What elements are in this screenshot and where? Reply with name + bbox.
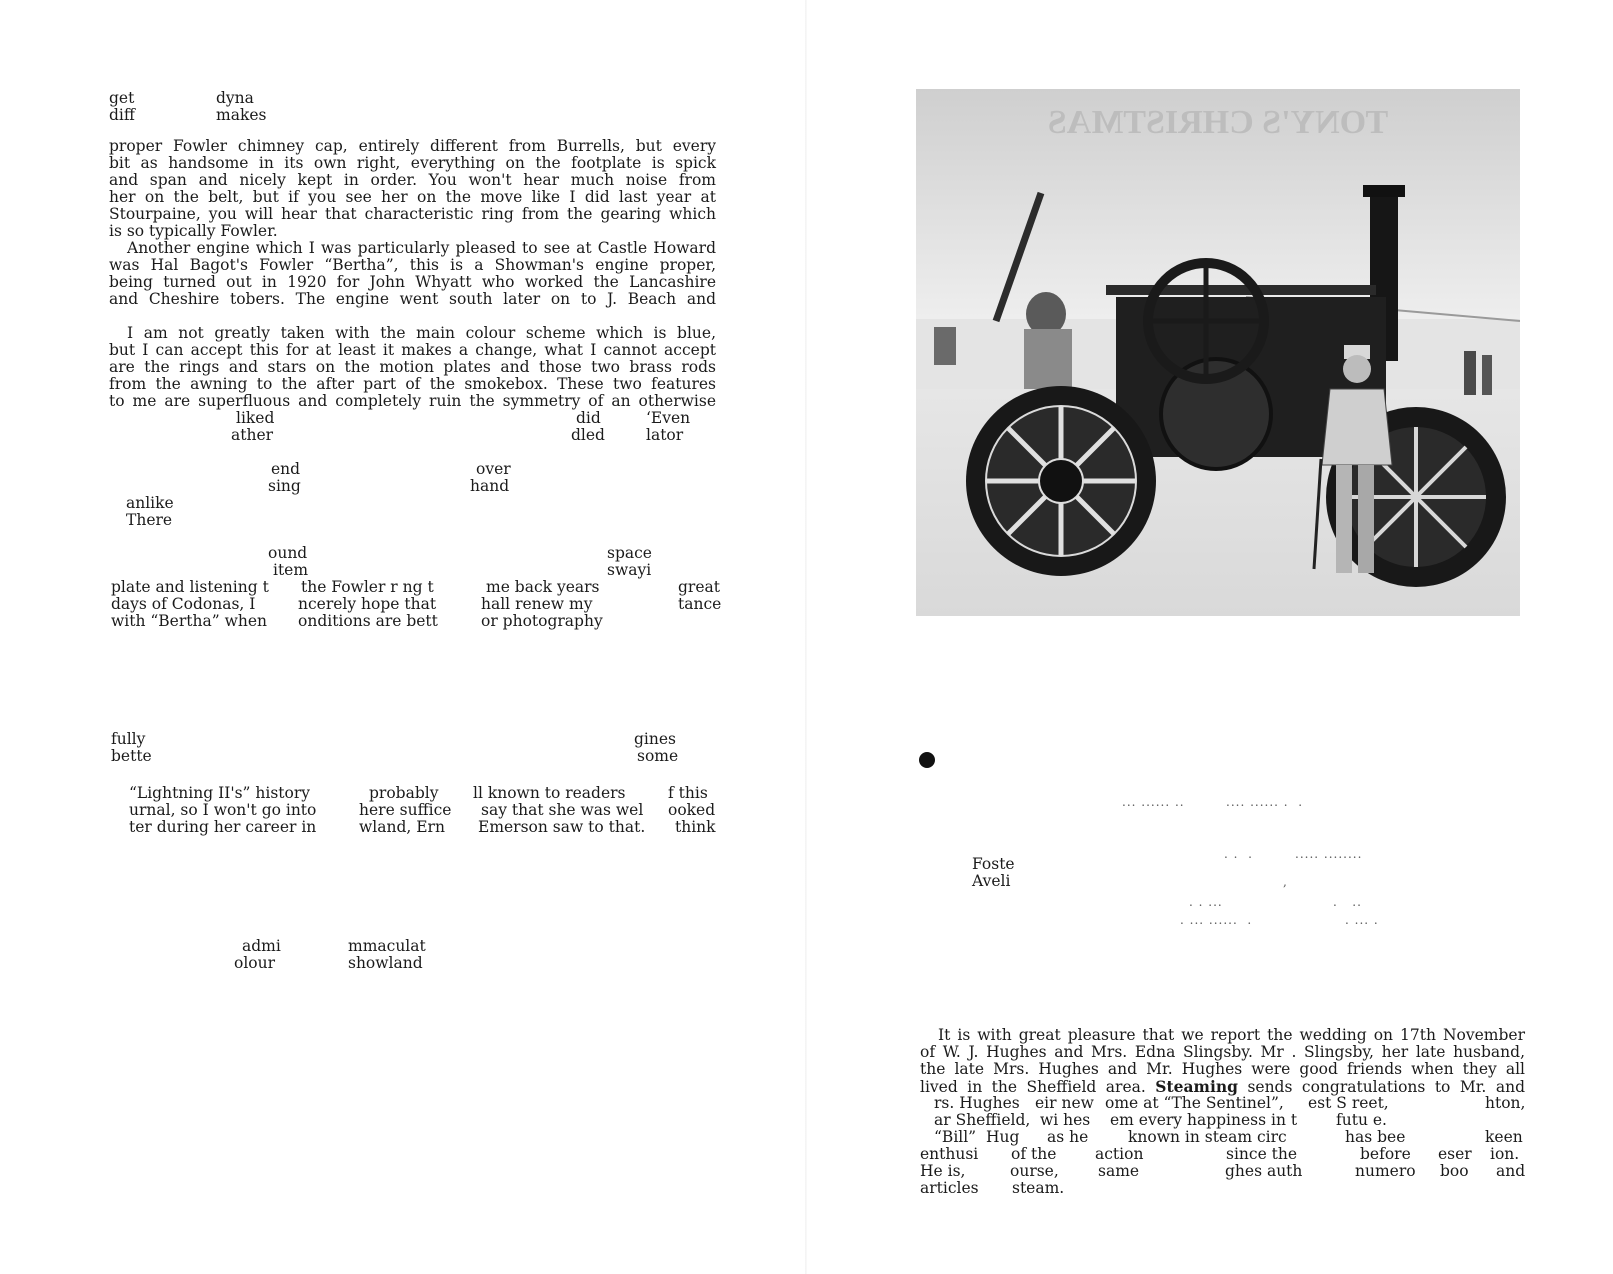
fragment-text: days of Codonas, I	[111, 595, 256, 613]
fragment-text: liked	[236, 409, 275, 427]
fragment-text: em every happiness in t	[1110, 1111, 1298, 1129]
fragment-text: Foste Aveli	[972, 855, 1015, 890]
fragment-text: think	[675, 818, 716, 836]
traction-engine-photo	[916, 89, 1520, 616]
fragment-text: space	[607, 544, 652, 562]
paragraph-colour-scheme: I am not greatly taken with the main colour scheme which is blue, but I can accept this for at least it makes a change, what I cannot accept are the rings and stars on the motion plates and those two brass rods from the awning to the after part of the smokebox. These two features to me are superfluous and completely ruin the symmetry of an otherwise	[109, 324, 716, 410]
fragment-text: enthusi	[920, 1145, 979, 1163]
fragment-text: futu e.	[1336, 1111, 1387, 1129]
fragment-text: as he	[1047, 1128, 1089, 1146]
fragment-text: gines	[634, 730, 676, 748]
paragraph-fowler-chimney: proper Fowler chimney cap, entirely different from Burrells, but every bit as handsome in its own right, everything on the footplate is spick and span and nicely kept in order. You won't hear much noise from her on the belt, but if you see her on the move like I did last year at Stourpaine, you will hear that characteristic ring from the gearing which is so typically Fowler.	[109, 137, 716, 240]
fragment-text: sing	[268, 477, 301, 495]
fragment-text: ound	[268, 544, 308, 562]
traction-engine-illustration	[916, 89, 1520, 616]
fragment-text: rs. Hughes	[934, 1094, 1020, 1112]
fragment-text: ar Sheffield,	[934, 1111, 1031, 1129]
fragment-text: and	[1496, 1162, 1526, 1180]
faint-dotted-text: . ... ...... .	[1180, 913, 1253, 927]
fragment-text: eir new	[1035, 1094, 1094, 1112]
fragment-text: bette	[111, 747, 152, 765]
fragment-text: the Fowler r ng t	[301, 578, 434, 596]
fragment-text: admi	[242, 937, 281, 955]
fragment-text: probably	[369, 784, 439, 802]
fragment-text: showland	[348, 954, 423, 972]
fragment-text: steam.	[1012, 1179, 1065, 1197]
fragment-text: numero	[1355, 1162, 1416, 1180]
left-page	[0, 0, 806, 1274]
faint-dotted-text: ,	[1283, 875, 1288, 889]
fragment-text: some	[637, 747, 679, 765]
fragment-text: ion.	[1490, 1145, 1520, 1163]
fragment-text: get diff	[109, 89, 135, 124]
fragment-text: item	[273, 561, 309, 579]
fragment-text: hall renew my	[481, 595, 593, 613]
fragment-text: “Bill” Hug	[934, 1128, 1020, 1146]
fragment-text: great	[678, 578, 720, 596]
fragment-text: boo	[1440, 1162, 1469, 1180]
fragment-text: known in steam circ	[1128, 1128, 1287, 1146]
fragment-text: “Lightning II's” history	[129, 784, 311, 802]
faint-dotted-text: . ..	[1333, 895, 1362, 909]
fragment-text: mmaculat	[348, 937, 426, 955]
fragment-text: since the	[1226, 1145, 1298, 1163]
fragment-text: ather	[231, 426, 274, 444]
fragment-text: wland, Ern	[359, 818, 445, 836]
fragment-text: ooked	[668, 801, 716, 819]
fragment-text: has bee	[1345, 1128, 1406, 1146]
faint-dotted-text: ..... ........	[1295, 847, 1363, 861]
fragment-text: anlike There	[126, 494, 174, 529]
fragment-text: end	[271, 460, 301, 478]
fragment-text: ghes auth	[1225, 1162, 1303, 1180]
paragraph-wedding: It is with great pleasure that we report the wedding on 17th November of W. J. Hughes and Mrs. Edna Slingsby. Mr . Slingsby, her late husband, the late Mrs. Hughes and Mr. Hughes were good friends when they all lived in the Sheffield area. Steaming sends congratulations to Mr. and	[920, 1026, 1525, 1096]
fragment-text: swayi	[607, 561, 652, 579]
fragment-text: tance	[678, 595, 722, 613]
fragment-text: ll known to readers	[473, 784, 626, 802]
faint-dotted-text: .... ...... . .	[1226, 795, 1304, 809]
fragment-text: ome at “The Sentinel”,	[1105, 1094, 1284, 1112]
fragment-text: f this	[668, 784, 708, 802]
fragment-text: est S reet,	[1308, 1094, 1389, 1112]
faint-dotted-text: ... ...... ..	[1122, 795, 1185, 809]
fragment-text: onditions are bett	[298, 612, 438, 630]
fragment-text: Emerson saw to that.	[478, 818, 646, 836]
paragraph-bertha: Another engine which I was particularly pleased to see at Castle Howard was Hal Bagot's Fowler “Bertha”, this is a Showman's engine proper, being turned out in 1920 for John Whyatt who worked the Lancashire and Cheshire tobers. The engine went south later on to J. Beach and	[109, 239, 716, 308]
fragment-text: of the	[1011, 1145, 1057, 1163]
fragment-text: hton,	[1485, 1094, 1526, 1112]
fragment-text: hand	[470, 477, 510, 495]
fragment-text: ter during her career in	[129, 818, 317, 836]
fragment-text: dled	[571, 426, 605, 444]
fragment-text: eser	[1438, 1145, 1472, 1163]
fragment-text: did	[576, 409, 601, 427]
steaming-title: Steaming	[1155, 1077, 1238, 1096]
fragment-text: action	[1095, 1145, 1144, 1163]
faint-dotted-text: . . .	[1224, 847, 1253, 861]
bullet-dot	[919, 752, 935, 768]
fragment-text: urnal, so I won't go into	[129, 801, 317, 819]
fragment-text: dyna makes	[216, 89, 267, 124]
fragment-text: over	[476, 460, 511, 478]
fragment-text: wi hes	[1040, 1111, 1091, 1129]
fragment-text: plate and listening t	[111, 578, 269, 596]
fragment-text: here suffice	[359, 801, 452, 819]
fragment-text: olour	[234, 954, 276, 972]
fragment-text: lator	[646, 426, 684, 444]
faint-dotted-text: . . ...	[1189, 895, 1223, 909]
fragment-text: or photography	[481, 612, 603, 630]
fragment-text: articles	[920, 1179, 979, 1197]
fragment-text: fully	[111, 730, 146, 748]
fragment-text: ourse,	[1010, 1162, 1059, 1180]
fragment-text: me back years	[486, 578, 600, 596]
fragment-text: He is,	[920, 1162, 966, 1180]
fragment-text: with “Bertha” when	[111, 612, 267, 630]
fragment-text: keen	[1485, 1128, 1523, 1146]
fragment-text: say that she was wel	[481, 801, 644, 819]
ghost-header-text: TONY'S CHRISTMAS	[1047, 104, 1389, 141]
faint-dotted-text: . ... .	[1345, 913, 1379, 927]
fragment-text: same	[1098, 1162, 1140, 1180]
fragment-text: before	[1360, 1145, 1411, 1163]
fragment-text: ncerely hope that	[298, 595, 437, 613]
fragment-text: ‘Even	[646, 409, 691, 427]
